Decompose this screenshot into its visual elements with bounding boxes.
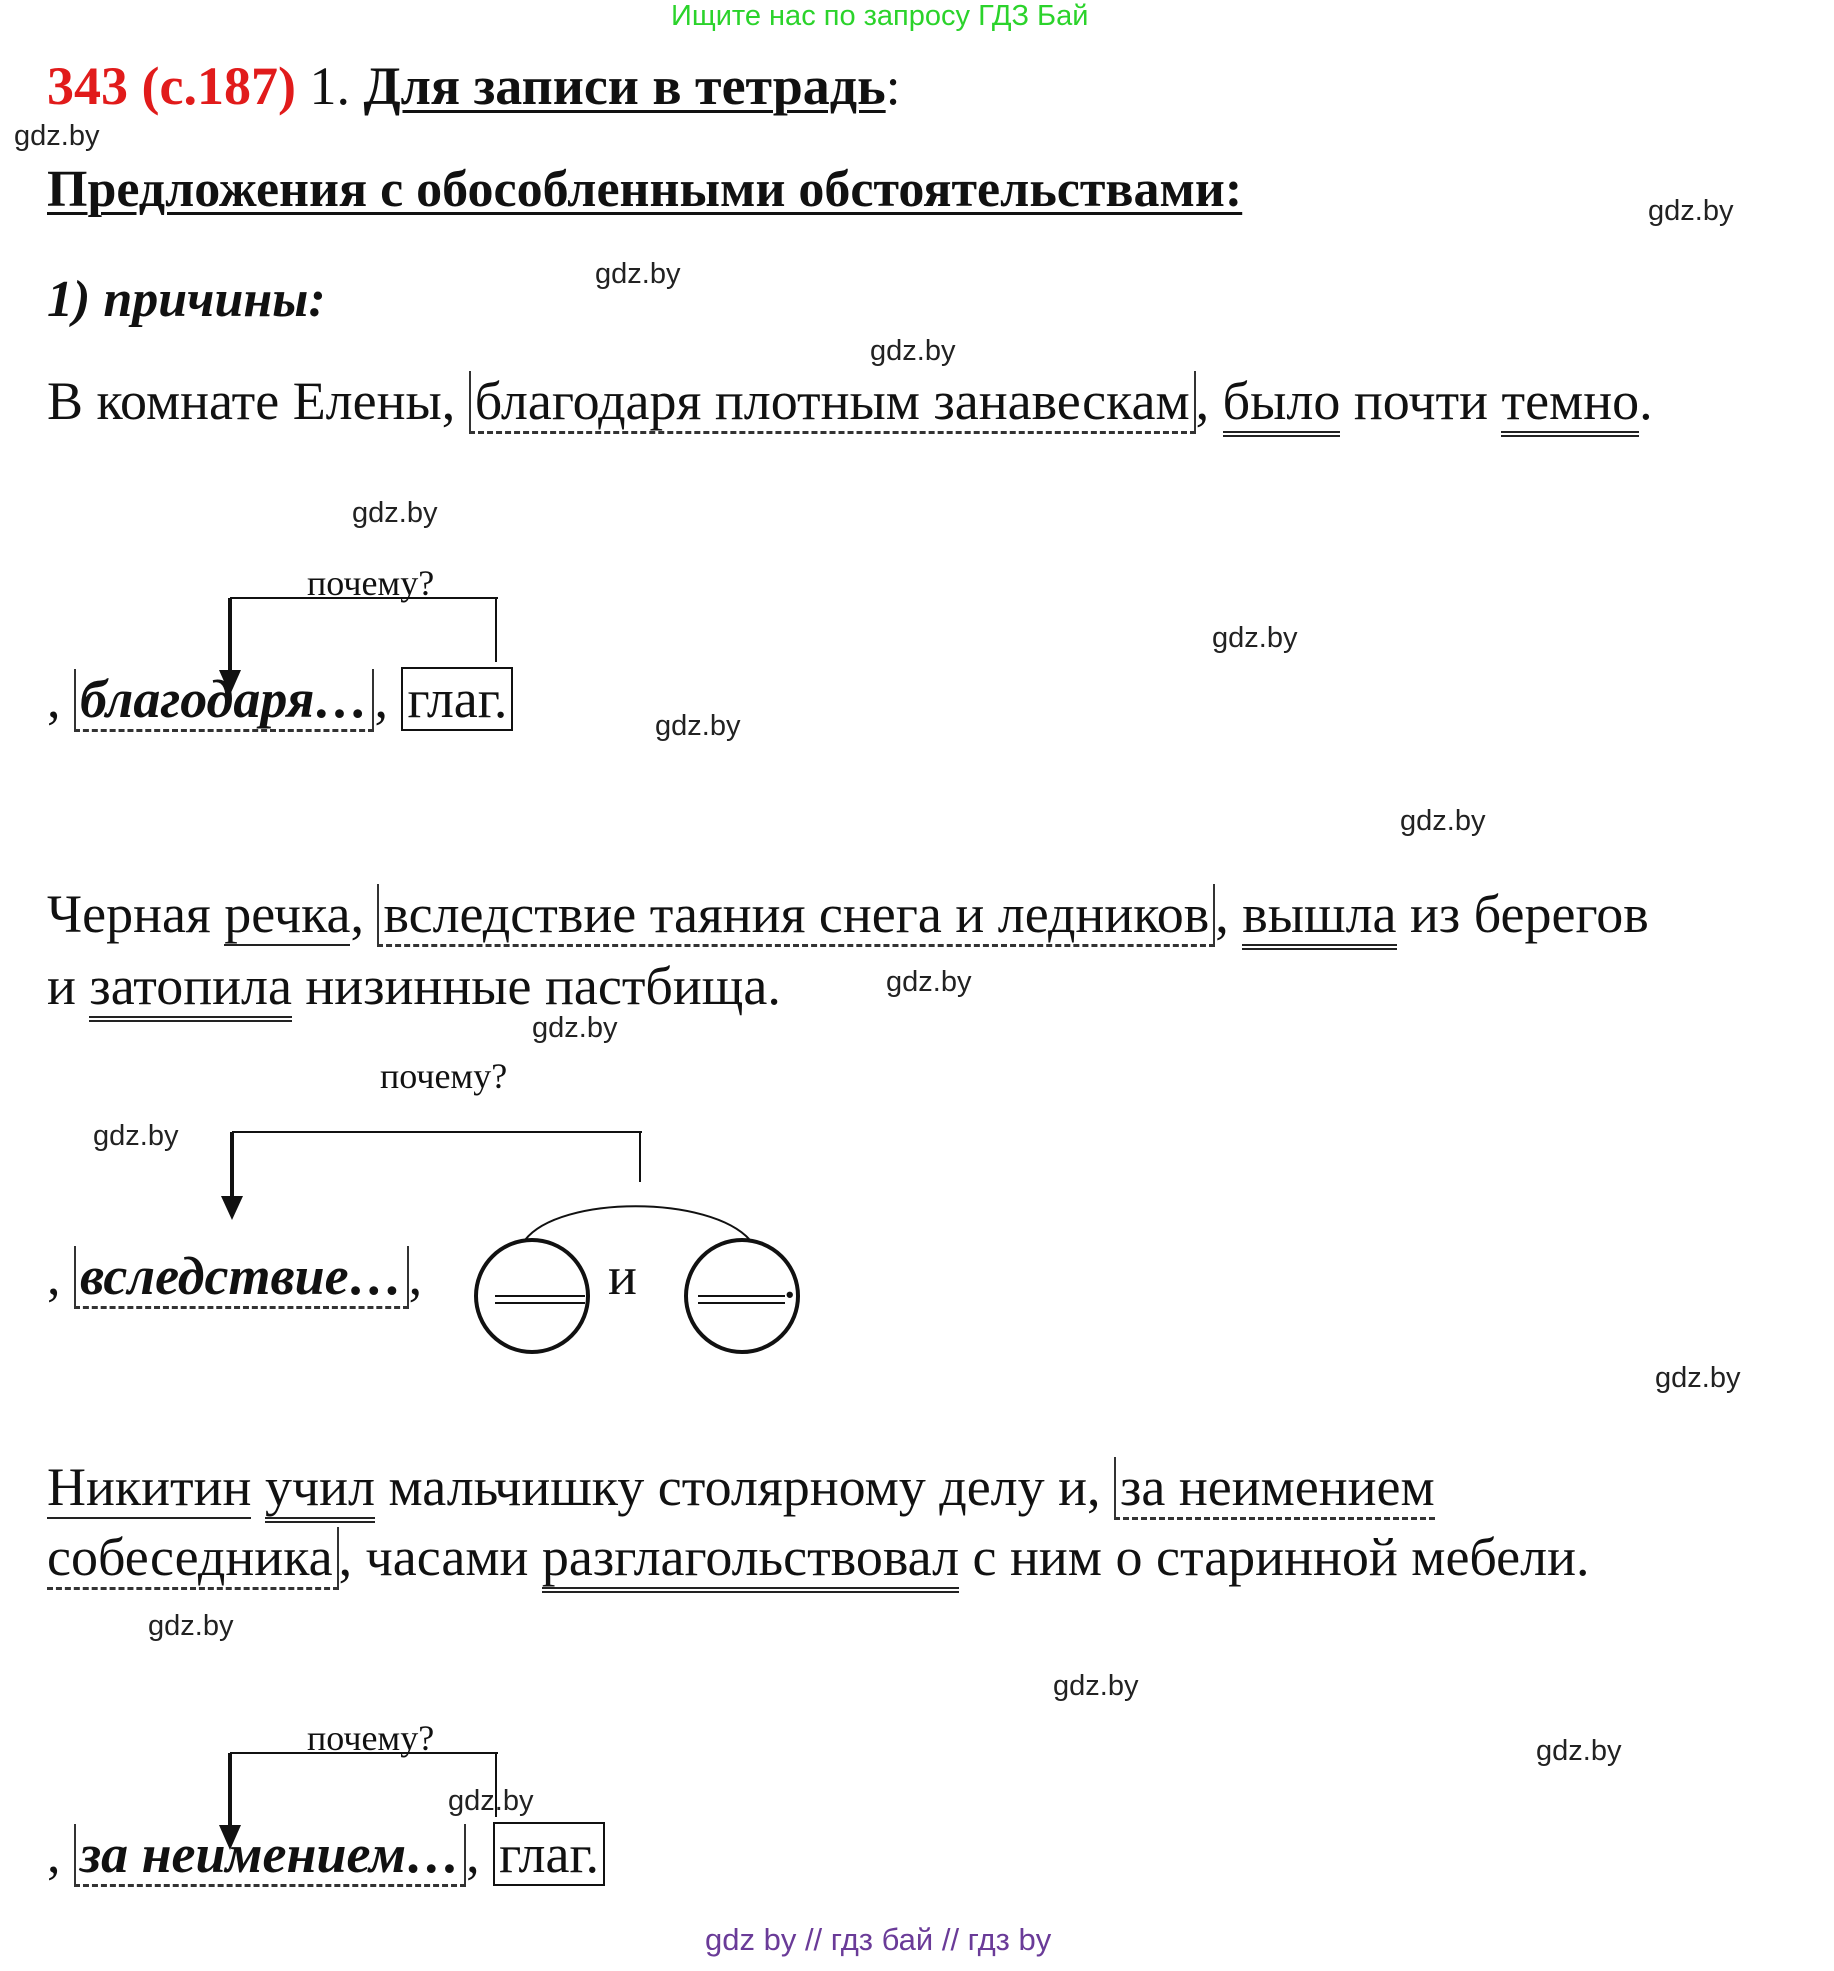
verb-box: глаг. — [401, 667, 513, 731]
watermark: gdz.by — [886, 966, 972, 998]
sentence-2-line-2 — [47, 950, 1649, 1022]
watermark: gdz.by — [352, 497, 438, 529]
text: . — [1639, 371, 1653, 431]
adverbial: за неимением — [1114, 1457, 1435, 1520]
adverbial: собеседника — [47, 1527, 339, 1590]
sentence-2-line-1 — [47, 878, 1649, 950]
scheme-3 — [47, 1823, 605, 1885]
scheme-3-question: почему? — [307, 1718, 435, 1758]
task-number: 343 (с.187) — [47, 56, 296, 116]
comma: , — [47, 669, 74, 729]
predicate: затопила — [89, 956, 292, 1022]
task-colon: : — [885, 56, 901, 116]
text: , — [1195, 371, 1223, 431]
verb-box: глаг. — [493, 1822, 605, 1886]
scheme-2-question: почему? — [380, 1056, 508, 1096]
adverbial: благодаря плотным занавескам — [469, 371, 1196, 434]
predicate: темно — [1501, 371, 1639, 437]
text — [251, 1457, 265, 1517]
watermark: gdz.by — [1536, 1735, 1622, 1767]
subject: речка — [224, 884, 351, 944]
watermark: gdz.by — [14, 120, 100, 152]
sentence-1 — [47, 370, 1653, 432]
task-part: 1. — [309, 56, 350, 116]
text: Черная — [47, 884, 225, 944]
section-heading: Предложения с обособленными обстоятельствами: — [47, 161, 1243, 218]
adverbial: вследствие таяния снега и ледников — [377, 884, 1215, 947]
text: мальчишку столярному делу и, — [374, 1457, 1115, 1517]
watermark: gdz.by — [1400, 805, 1486, 837]
sentence-2 — [47, 878, 1649, 1022]
watermark: gdz.by — [655, 710, 741, 742]
text: из берегов — [1396, 884, 1649, 944]
watermark: gdz.by — [532, 1012, 618, 1044]
sentence-3 — [47, 1452, 1590, 1592]
text: , — [350, 884, 378, 944]
watermark: gdz.by — [870, 335, 956, 367]
comma: , — [47, 1824, 74, 1884]
task-header — [47, 55, 901, 117]
watermark: gdz.by — [1648, 195, 1734, 227]
comma: , — [408, 1246, 423, 1306]
scheme-1 — [47, 668, 513, 730]
text: почти — [1340, 371, 1502, 431]
predicate: вышла — [1242, 884, 1396, 950]
task-title: Для записи в тетрадь — [363, 56, 886, 116]
text: и — [47, 956, 90, 1016]
scheme-2-diagram — [200, 1120, 820, 1360]
text: В комнате Елены, — [47, 371, 469, 431]
watermark: gdz.by — [1212, 622, 1298, 654]
watermark: gdz.by — [93, 1120, 179, 1152]
watermark: gdz.by — [148, 1610, 234, 1642]
predicate: было — [1223, 371, 1341, 437]
comma: , — [374, 669, 402, 729]
scheme-adverbial: за неимением… — [74, 1824, 466, 1887]
watermark: gdz.by — [595, 258, 681, 290]
watermark: gdz.by — [1053, 1670, 1139, 1702]
scheme-1-question: почему? — [307, 563, 435, 603]
scheme-2 — [47, 1245, 422, 1307]
text: , — [1215, 884, 1243, 944]
text: низинные пастбища. — [291, 956, 781, 1016]
top-banner: Ищите нас по запросу ГДЗ Бай — [671, 0, 1089, 32]
watermark: gdz.by — [1655, 1362, 1741, 1394]
text: , часами — [338, 1527, 542, 1587]
predicate: учил — [265, 1457, 375, 1523]
subheading: 1) причины: — [47, 271, 326, 328]
subject: Никитин — [47, 1457, 252, 1517]
comma: , — [466, 1824, 494, 1884]
predicate: разглагольствовал — [542, 1527, 959, 1593]
sentence-3-line-2 — [47, 1522, 1590, 1592]
scheme-adverbial: благодаря… — [74, 669, 374, 732]
text: с ним о старинной мебели. — [959, 1527, 1590, 1587]
watermark: gdz.by — [448, 1785, 534, 1817]
footer: gdz by // гдз бай // гдз by — [705, 1922, 1052, 1957]
scheme-adverbial: вследствие… — [74, 1246, 409, 1309]
scheme-2-conjunction: и — [608, 1246, 637, 1306]
scheme-2-period: . — [783, 1249, 797, 1309]
sentence-3-line-1 — [47, 1452, 1590, 1522]
comma: , — [47, 1246, 74, 1306]
